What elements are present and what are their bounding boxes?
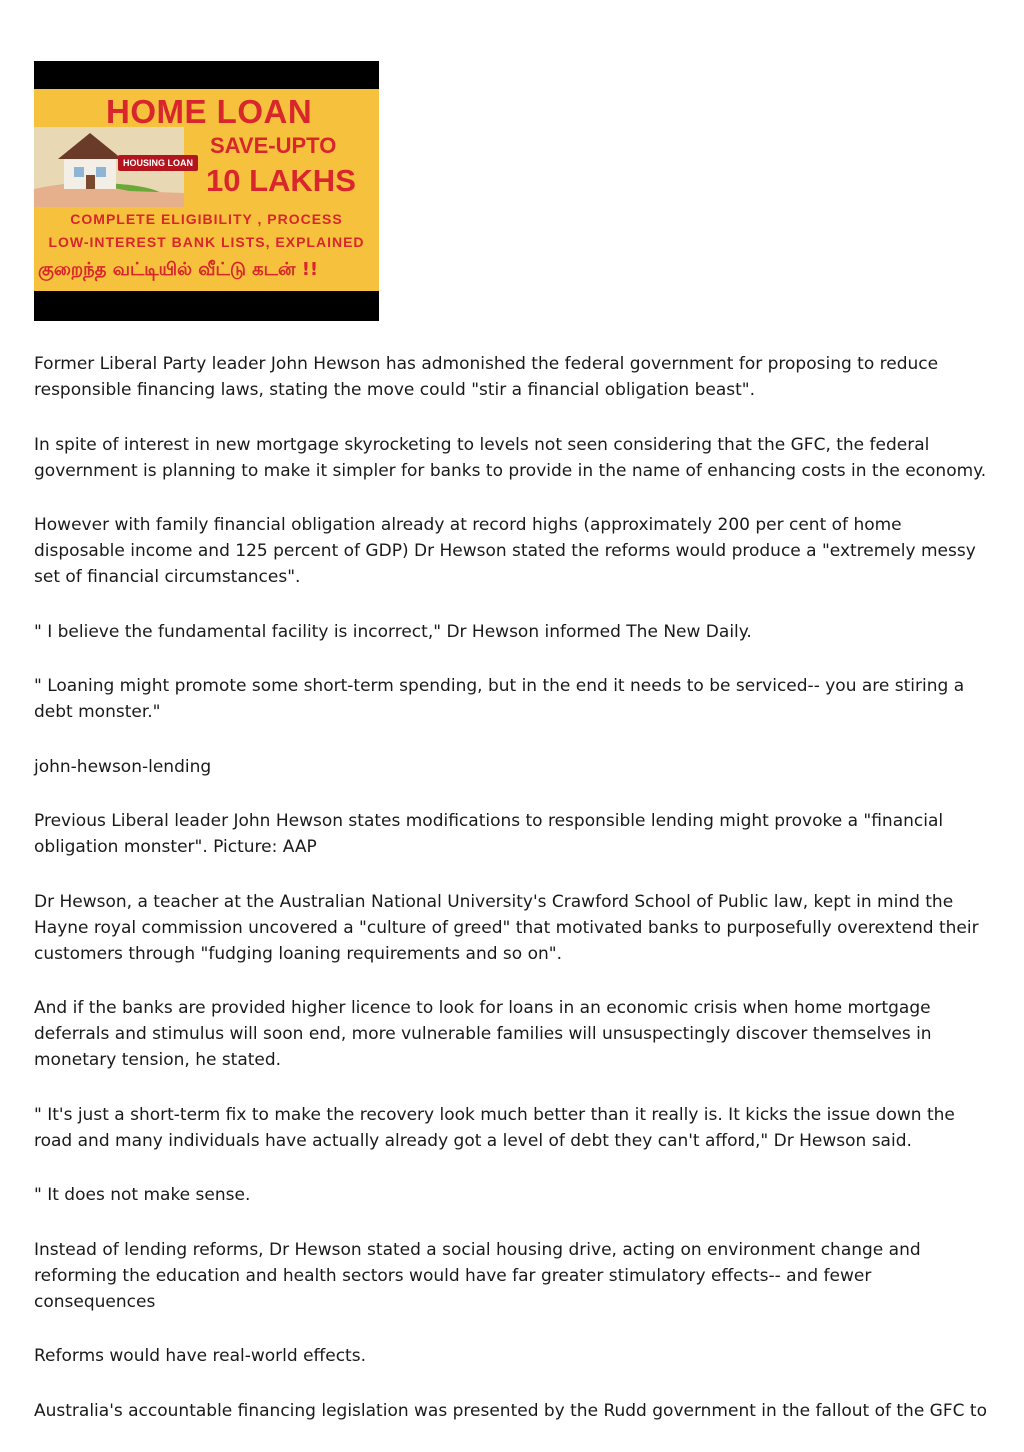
paragraph: Australia's accountable financing legislation was presented by the Rudd government in the fallout of the GFC to xyxy=(34,1400,987,1421)
image-caption-slug: john-hewson-lending xyxy=(34,756,212,777)
paragraph: " It does not make sense. xyxy=(34,1185,251,1205)
banner-eligibility-line: COMPLETE ELIGIBILITY , PROCESS xyxy=(70,211,343,227)
paragraph: " Loaning might promote some short-term spending, but in the end it needs to be serviced-- you are stiring a debt monster." xyxy=(34,676,965,722)
housing-loan-tag: HOUSING LOAN xyxy=(118,155,198,171)
paragraph: Instead of lending reforms, Dr Hewson stated a social housing drive, acting on environment change and reforming the education and health sectors would have far greater stimulatory effects-- and fewer consequences xyxy=(34,1239,921,1312)
paragraph: However with family financial obligation already at record highs (approximately 200 per cent of home disposable income and 125 percent of GDP) Dr Hewson stated the reforms would produce a "extremely messy set of financial circumstances". xyxy=(34,515,976,587)
paragraph: And if the banks are provided higher licence to look for loans in an economic crisis when home mortgage deferrals and stimulus will soon end, more vulnerable families will unsuspectingly discover themselves in monetary tension, he stated. xyxy=(34,998,932,1070)
paragraph: " It's just a short-term fix to make the recovery look much better than it really is. It kicks the issue down the road and many individuals have actually already got a level of debt they can't afford," Dr Hewson said. xyxy=(34,1104,955,1151)
banner-tamil-line: குறைந்த வட்டியில் வீட்டு கடன் !! xyxy=(38,259,319,280)
article-body xyxy=(34,351,994,1452)
banner-save-line: SAVE-UPTO xyxy=(210,133,337,158)
paragraph: " I believe the fundamental facility is incorrect," Dr Hewson informed The New Daily. xyxy=(34,621,752,642)
paragraph: Dr Hewson, a teacher at the Australian National University's Crawford School of Public law, kept in mind the Hayne royal commission uncovered a "culture of greed" that motivated banks to purposefully overextend their customers through "fudging loaning requirements and so on". xyxy=(34,891,979,964)
image-caption: Previous Liberal leader John Hewson states modifications to responsible lending might provoke a "financial obligation monster". Picture: AAP xyxy=(34,811,944,857)
paragraph: Reforms would have real-world effects. xyxy=(34,1346,366,1366)
paragraph: Former Liberal Party leader John Hewson has admonished the federal government for proposing to reduce responsible financing laws, stating the move could "stir a financial obligation beast". xyxy=(34,354,939,400)
banner-amount-line: 10 LAKHS xyxy=(206,163,356,198)
home-loan-banner xyxy=(34,61,379,321)
paragraph: In spite of interest in new mortgage skyrocketing to levels not seen considering that the GFC, the federal government is planning to make it simpler for banks to provide in the name of enhancing costs in the economy. xyxy=(34,434,987,481)
banner-title: HOME LOAN xyxy=(106,93,313,130)
banner-content xyxy=(34,89,379,291)
banner-bank-lists-line: LOW-INTEREST BANK LISTS, EXPLAINED xyxy=(48,234,365,250)
